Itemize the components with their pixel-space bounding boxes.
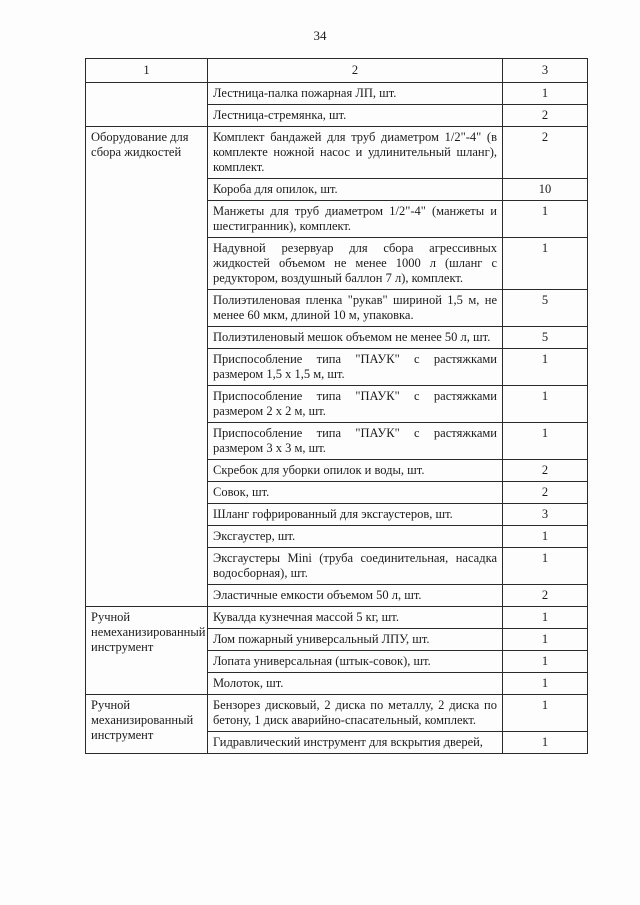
quantity-cell: 1 bbox=[503, 695, 588, 732]
item-cell: Эксгаустеры Mini (труба соединительная, насадка водосборная), шт. bbox=[208, 548, 503, 585]
quantity-cell: 1 bbox=[503, 386, 588, 423]
quantity-cell: 2 bbox=[503, 460, 588, 482]
quantity-cell: 1 bbox=[503, 349, 588, 386]
category-cell: Ручной механизированный инструмент bbox=[86, 695, 208, 754]
table-header-row bbox=[86, 59, 588, 83]
table-row bbox=[86, 695, 588, 732]
item-cell: Лестница-палка пожарная ЛП, шт. bbox=[208, 83, 503, 105]
quantity-cell: 2 bbox=[503, 482, 588, 504]
item-cell: Полиэтиленовая пленка "рукав" шириной 1,5 м, не менее 60 мкм, длиной 10 м, упаковка. bbox=[208, 290, 503, 327]
item-cell: Надувной резервуар для сбора агрессивных жидкостей объемом не менее 1000 л (шланг с редуктором, воздушный баллон 7 л), комплект. bbox=[208, 238, 503, 290]
item-cell: Скребок для уборки опилок и воды, шт. bbox=[208, 460, 503, 482]
quantity-cell: 1 bbox=[503, 548, 588, 585]
item-cell: Полиэтиленовый мешок объемом не менее 50 л, шт. bbox=[208, 327, 503, 349]
item-cell: Бензорез дисковый, 2 диска по металлу, 2 диска по бетону, 1 диск аварийно-спасательный, комплект. bbox=[208, 695, 503, 732]
item-cell: Эластичные емкости объемом 50 л, шт. bbox=[208, 585, 503, 607]
quantity-cell: 1 bbox=[503, 629, 588, 651]
table-row bbox=[86, 607, 588, 629]
quantity-cell: 2 bbox=[503, 585, 588, 607]
item-cell: Лестница-стремянка, шт. bbox=[208, 105, 503, 127]
column-header: 3 bbox=[503, 59, 588, 83]
item-cell: Приспособление типа "ПАУК" с растяжками размером 3 x 3 м, шт. bbox=[208, 423, 503, 460]
quantity-cell: 10 bbox=[503, 179, 588, 201]
item-cell: Манжеты для труб диаметром 1/2"-4" (манжеты и шестигранник), комплект. bbox=[208, 201, 503, 238]
quantity-cell: 1 bbox=[503, 83, 588, 105]
item-cell: Гидравлический инструмент для вскрытия дверей, bbox=[208, 732, 503, 754]
quantity-cell: 2 bbox=[503, 105, 588, 127]
item-cell: Эксгаустер, шт. bbox=[208, 526, 503, 548]
item-cell: Приспособление типа "ПАУК" с растяжками размером 1,5 x 1,5 м, шт. bbox=[208, 349, 503, 386]
column-header: 1 bbox=[86, 59, 208, 83]
equipment-table bbox=[85, 58, 588, 754]
quantity-cell: 3 bbox=[503, 504, 588, 526]
quantity-cell: 1 bbox=[503, 732, 588, 754]
category-cell bbox=[86, 83, 208, 127]
quantity-cell: 1 bbox=[503, 607, 588, 629]
column-header: 2 bbox=[208, 59, 503, 83]
quantity-cell: 1 bbox=[503, 238, 588, 290]
item-cell: Шланг гофрированный для эксгаустеров, шт. bbox=[208, 504, 503, 526]
table-row bbox=[86, 83, 588, 105]
item-cell: Совок, шт. bbox=[208, 482, 503, 504]
quantity-cell: 1 bbox=[503, 201, 588, 238]
quantity-cell: 1 bbox=[503, 651, 588, 673]
table-row bbox=[86, 127, 588, 179]
item-cell: Лом пожарный универсальный ЛПУ, шт. bbox=[208, 629, 503, 651]
item-cell: Молоток, шт. bbox=[208, 673, 503, 695]
item-cell: Кувалда кузнечная массой 5 кг, шт. bbox=[208, 607, 503, 629]
item-cell: Приспособление типа "ПАУК" с растяжками размером 2 x 2 м, шт. bbox=[208, 386, 503, 423]
category-cell: Оборудование для сбора жидкостей bbox=[86, 127, 208, 607]
quantity-cell: 1 bbox=[503, 673, 588, 695]
quantity-cell: 5 bbox=[503, 327, 588, 349]
quantity-cell: 5 bbox=[503, 290, 588, 327]
page-number: 34 bbox=[313, 28, 327, 43]
item-cell: Лопата универсальная (штык-совок), шт. bbox=[208, 651, 503, 673]
quantity-cell: 2 bbox=[503, 127, 588, 179]
item-cell: Короба для опилок, шт. bbox=[208, 179, 503, 201]
quantity-cell: 1 bbox=[503, 423, 588, 460]
item-cell: Комплект бандажей для труб диаметром 1/2"-4" (в комплекте ножной насос и удлинительный шланг), комплект. bbox=[208, 127, 503, 179]
quantity-cell: 1 bbox=[503, 526, 588, 548]
category-cell: Ручной немеханизированный инструмент bbox=[86, 607, 208, 695]
